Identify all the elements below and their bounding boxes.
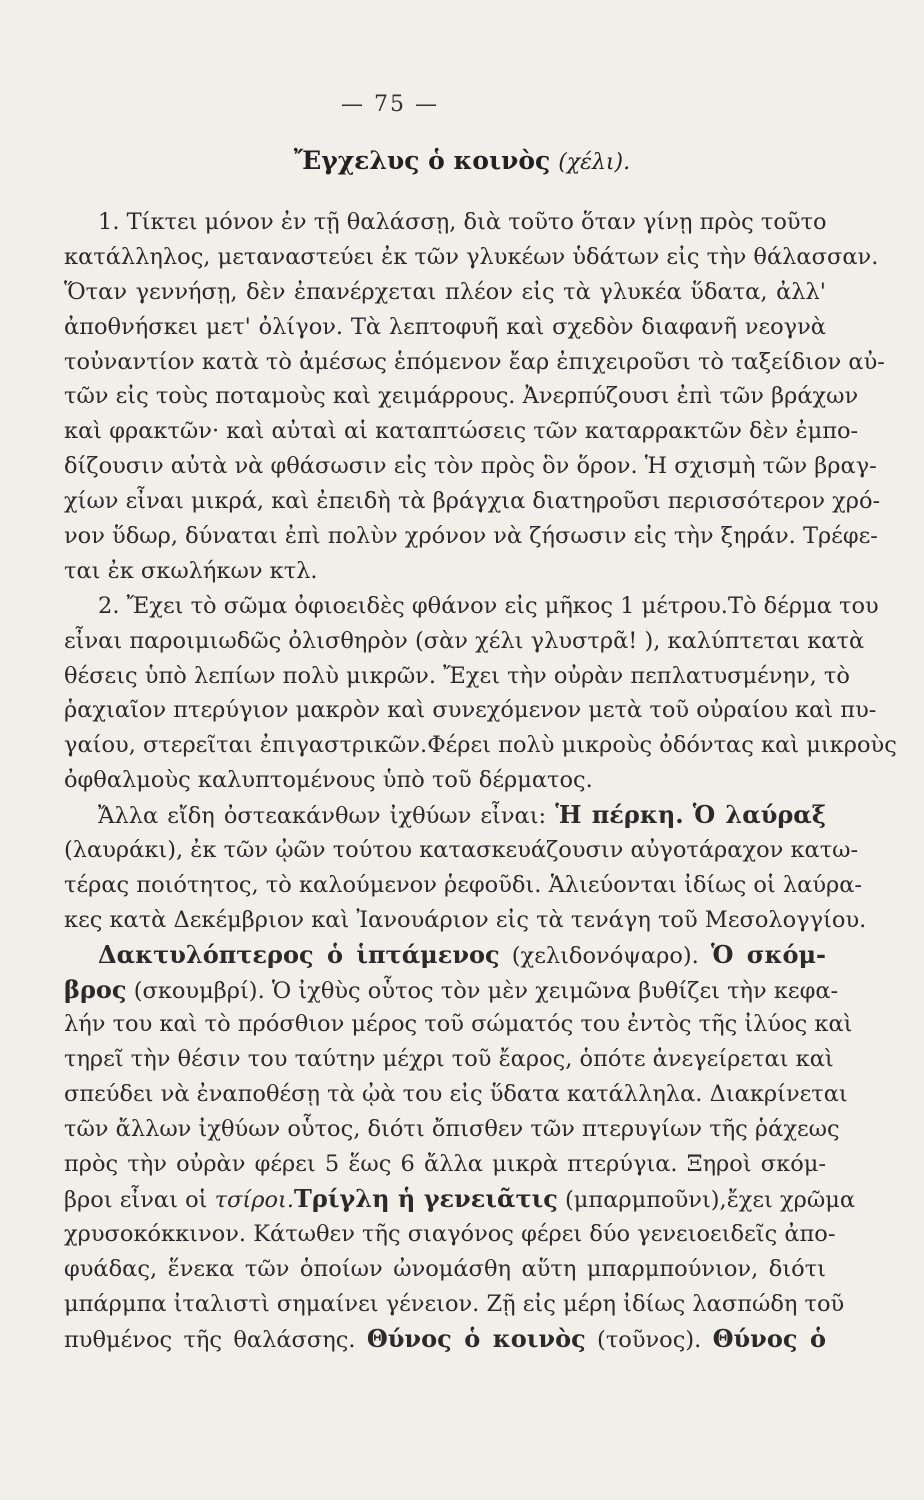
species-name: Δακτυλόπτερος ὁ ἱπτάμενος xyxy=(98,939,500,969)
text-line: τοὐναντίον κατὰ τὸ ἀμέσως ἑπόμενον ἔαρ ἐπιχειροῦσι τὸ ταξείδιον αὐ- xyxy=(64,348,885,375)
text-line-mixed xyxy=(64,798,826,833)
text-line: τηρεῖ τὴν θέσιν του ταύτην μέχρι τοῦ ἔαρος, ὁπότε ἀνεγείρεται καὶ xyxy=(64,1046,834,1073)
text-line: χίων εἶναι μικρά, καὶ ἐπειδὴ τὰ βράγχια διατηροῦσι περισσότερον χρό- xyxy=(64,488,881,515)
text-run: (χελιδονόψαρο). xyxy=(511,942,699,969)
text-run: (τοῦνος). xyxy=(597,1326,702,1353)
text-line: ἀποθνήσκει μετ' ὀλίγον. Τὰ λεπτοφυῆ καὶ σχεδὸν διαφανῆ νεογνὰ xyxy=(64,313,826,340)
text-line: χρυσοκόκκινον. Κάτωθεν τῆς σιαγόνος φέρει δύο γενειοειδεῖς ἀπο- xyxy=(64,1220,836,1247)
species-name: βρος xyxy=(64,974,127,1004)
section-heading xyxy=(0,146,924,175)
text-line: τέρας ποιότητος, τὸ καλούμενον ῥεφοῦδι. Ἁλιεύονται ἰδίως οἱ λαύρα- xyxy=(64,871,863,898)
text-line: κατάλληλος, μεταναστεύει ἐκ τῶν γλυκέων ὑδάτων εἰς τὴν θάλασσαν. xyxy=(64,243,879,270)
text-line-mixed xyxy=(64,938,826,973)
text-run: Ἄλλα εἴδη ὀστεακάνθων ἰχθύων εἶναι: xyxy=(98,803,547,830)
text-line: ῥαχιαῖον πτερύγιον μακρὸν καὶ συνεχόμενον μετὰ τοῦ οὐραίου καὶ πυ- xyxy=(64,697,877,724)
text-line: νον ὕδωρ, δύναται ἐπὶ πολὺν χρόνον νὰ ζήσωσιν εἰς τὴν ξηράν. Τρέφε- xyxy=(64,523,878,550)
text-line: λήν του καὶ τὸ πρόσθιον μέρος τοῦ σώματός του ἐντὸς τῆς ἰλύος καὶ xyxy=(64,1011,853,1038)
text-run: πυθμένος τῆς θαλάσσης. xyxy=(64,1326,356,1353)
text-line: Ὅταν γεννήσῃ, δὲν ἐπανέρχεται πλέον εἰς τὰ γλυκέα ὕδατα, ἀλλ' xyxy=(64,278,826,305)
text-line: πρὸς τὴν οὐρὰν φέρει 5 ἕως 6 ἄλλα μικρὰ πτερύγια. Ξηροὶ σκόμ- xyxy=(64,1151,826,1178)
text-line: τῶν εἰς τοὺς ποταμοὺς καὶ χειμάρρους. Ἀνερπύζουσι ἐπὶ τῶν βράχων xyxy=(64,383,859,410)
text-line: τῶν ἄλλων ἰχθύων οὗτος, διότι ὄπισθεν τῶν πτερυγίων τῆς ῥάχεως xyxy=(64,1116,840,1143)
page-number: — 75 — xyxy=(341,92,439,117)
species-name: Ὁ λαύραξ xyxy=(692,800,826,830)
text-line-mixed xyxy=(64,1322,826,1357)
text-line: καὶ φρακτῶν· καὶ αὐταὶ αἱ καταπτώσεις τῶν καταρρακτῶν δὲν ἐμπο- xyxy=(64,418,859,445)
text-run: (μπαρμποῦνι),ἔχει χρῶμα xyxy=(565,1186,856,1213)
species-name: Θύνος ὁ xyxy=(712,1323,827,1353)
text-line: γαίου, στερεῖται ἐπιγαστρικῶν.Φέρει πολὺ μικροὺς ὀδόντας καὶ μικροὺς xyxy=(64,732,897,759)
text-line: (λαυράκι), ἐκ τῶν ᾠῶν τούτου κατασκευάζουσιν αὐγοτάραχον κατω- xyxy=(64,837,859,864)
text-line: ται ἐκ σκωλήκων κτλ. xyxy=(64,557,318,584)
heading-title: Ἔγχελυς ὁ κοινὸς xyxy=(293,146,551,175)
text-line: 1. Τίκτει μόνον ἐν τῇ θαλάσσῃ, διὰ τοῦτο ὅταν γίνῃ πρὸς τοῦτο xyxy=(98,209,827,235)
text-line: ὀφθαλμοὺς καλυπτομένους ὑπὸ τοῦ δέρματος. xyxy=(64,767,593,794)
text-run: βροι εἶναι οἱ xyxy=(64,1186,208,1213)
text-line-mixed xyxy=(64,1182,856,1217)
text-line: σπεύδει νὰ ἐναποθέσῃ τὰ ᾠὰ του εἰς ὕδατα κατάλληλα. Διακρίνεται xyxy=(64,1081,848,1108)
species-name: Τρίγλη ἡ γενειᾶτις xyxy=(294,1183,558,1213)
text-line: δίζουσιν αὐτὰ νὰ φθάσωσιν εἰς τὸν πρὸς ὃν ὅρον. Ἡ σχισμὴ τῶν βραγ- xyxy=(64,453,877,480)
text-line: 2. Ἔχει τὸ σῶμα ὀφιοειδὲς φθάνον εἰς μῆκος 1 μέτρου.Τὸ δέρμα του xyxy=(98,592,879,619)
species-name: Ὁ σκόμ- xyxy=(710,939,827,969)
heading-common-name: (χέλι). xyxy=(558,150,631,175)
text-line: θέσεις ὑπὸ λεπίων πολὺ μικρῶν. Ἔχει τὴν οὐρὰν πεπλατυσμένην, τὸ xyxy=(64,662,850,689)
body-text xyxy=(64,205,897,1356)
text-line: φυάδας, ἕνεκα τῶν ὁποίων ὠνομάσθη αὕτη μπαρμπούνιον, διότι xyxy=(64,1255,826,1282)
text-line: μπάρμπα ἰταλιστὶ σημαίνει γένειον. Ζῇ εἰς μέρη ἰδίως λασπώδη τοῦ xyxy=(64,1290,845,1317)
text-run-italic: τσίροι. xyxy=(214,1186,294,1213)
text-line: κες κατὰ Δεκέμβριον καὶ Ἰανουάριον εἰς τὰ τενάγη τοῦ Μεσολογγίου. xyxy=(64,906,867,933)
text-line-mixed xyxy=(64,973,839,1008)
species-name: Ἡ πέρκη. xyxy=(555,800,684,830)
text-run: (σκουμβρί). Ὁ ἰχθὺς οὗτος τὸν μὲν χειμῶνα βυθίζει τὴν κεφα- xyxy=(133,977,839,1004)
species-name: Θύνος ὁ κοινὸς xyxy=(366,1323,586,1353)
text-line: εἶναι παροιμιωδῶς ὀλισθηρὸν (σὰν χέλι γλυστρᾶ! ), καλύπτεται κατὰ xyxy=(64,627,865,654)
